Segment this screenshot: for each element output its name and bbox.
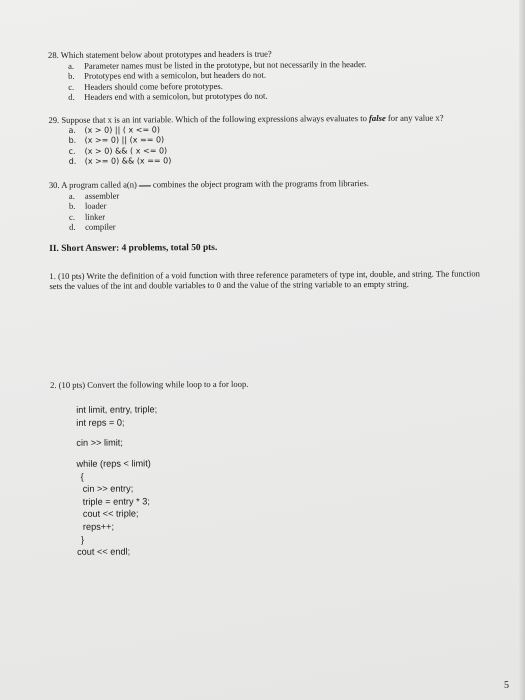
code-line: { — [80, 471, 84, 482]
code-block — [76, 402, 491, 559]
question-30 — [49, 177, 489, 233]
code-line: cout << endl; — [77, 546, 131, 558]
code-line: reps++; — [82, 521, 115, 532]
option-text: (x >= 0) && (x == 0) — [84, 156, 172, 167]
question-28 — [48, 47, 488, 103]
question-29 — [48, 112, 488, 168]
question-30-stem-end: combines the object program with the programs from libraries. — [152, 177, 369, 190]
option-text: linker — [84, 211, 106, 222]
option-letter: c. — [68, 146, 76, 156]
option-text: (x >= 0) || (x == 0) — [84, 135, 165, 145]
option-letter: a. — [68, 60, 75, 71]
answer-space — [49, 289, 490, 380]
page-edge-shadow — [519, 0, 525, 700]
code-line: int limit, entry, triple; — [76, 404, 158, 416]
option-letter: a. — [68, 190, 75, 201]
short-answer-1: 1. (10 pts) Write the definition of a void function with three reference parameters of type int, double, and string. The function sets the values of the int and double variables to 0 and the value of the string variable to an empty string. — [49, 267, 480, 292]
exam-content — [48, 47, 491, 558]
question-29-stem-end: for any value x? — [385, 112, 444, 123]
code-line: while (reps < limit) — [76, 458, 151, 469]
answer-blank[interactable] — [139, 185, 151, 186]
code-line: int reps = 0; — [76, 417, 125, 428]
page-number: 5 — [504, 680, 509, 691]
question-28-options — [68, 58, 488, 103]
short-answer-2: 2. (10 pts) Convert the following while loop to a for loop. — [50, 378, 249, 390]
question-28-stem: 28. Which statement below about prototypes and headers is true? — [48, 48, 272, 60]
option-text: assembler — [84, 190, 120, 201]
code-line: cin >> entry; — [82, 483, 134, 495]
code-line: } — [80, 534, 85, 545]
option-text: Parameter names must be listed in the prototype, but not necessarily in the header. — [84, 58, 367, 71]
option-letter: b. — [68, 200, 76, 211]
option-text: compiler — [85, 221, 116, 233]
option-text: (x > 0) || ( x <= 0) — [84, 124, 160, 135]
option-text: Headers end with a semicolon, but prototypes do not. — [84, 91, 268, 103]
option-letter: d. — [68, 157, 77, 167]
question-29-stem-start: 29. Suppose that x is an int variable. Which of the following expressions always evaluates to — [48, 113, 370, 125]
option-letter: d. — [68, 92, 75, 103]
option-letter: a. — [68, 125, 76, 135]
question-30-stem-start: 30. A program called a(n) — [48, 179, 137, 190]
code-line: triple = entry * 3; — [82, 496, 150, 507]
code-line: cout << triple; — [82, 508, 139, 520]
code-line: cin >> limit; — [76, 438, 123, 449]
question-29-options — [68, 123, 488, 168]
option-letter: d. — [69, 222, 76, 233]
option-letter: c. — [68, 81, 75, 92]
option-text: loader — [84, 200, 107, 211]
option-text: (x > 0) && ( x <= 0) — [84, 146, 168, 156]
section-heading: II. Short Answer: 4 problems, total 50 pts. — [49, 242, 218, 254]
question-29-stem-emphasis: false — [369, 112, 386, 124]
option-letter: b. — [68, 71, 75, 82]
option-text: Prototypes end with a semicolon, but headers do not. — [84, 69, 267, 81]
option-letter: c. — [68, 211, 76, 222]
question-30-options — [69, 188, 489, 233]
option-letter: b. — [68, 135, 77, 146]
option-text: Headers should come before prototypes. — [84, 80, 223, 92]
